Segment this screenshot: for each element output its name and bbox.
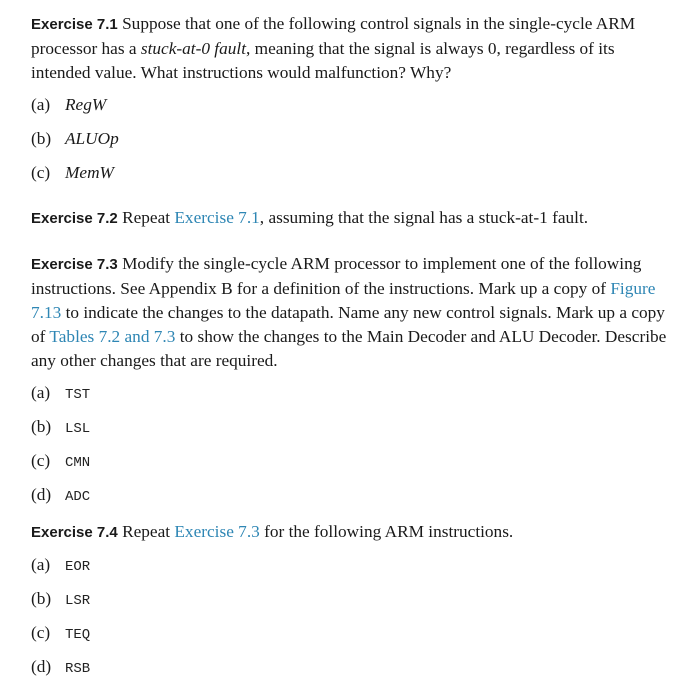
option-value: TEQ <box>65 627 91 643</box>
exercise-7-4-text <box>31 520 671 545</box>
exercise-7-2-text-a: Repeat <box>117 208 175 227</box>
option-item <box>31 478 671 512</box>
exercise-7-2-text-b: , assuming that the signal has a stuck-at-1 fault. <box>259 208 589 227</box>
exercise-7-1-fault-term: stuck-at-0 fault <box>140 39 246 58</box>
exercise-7-3-label: Exercise 7.3 <box>31 256 118 273</box>
exercise-7-1-text <box>31 12 671 85</box>
option-letter: (d) <box>31 485 52 504</box>
exercise-7-2 <box>31 206 671 231</box>
option-item <box>31 122 671 156</box>
option-item <box>31 410 671 444</box>
option-item <box>31 156 671 190</box>
option-letter: (a) <box>31 383 51 402</box>
option-item <box>31 444 671 478</box>
option-item <box>31 376 671 410</box>
option-value: MemW <box>65 163 114 182</box>
option-letter: (b) <box>31 417 52 436</box>
option-value: LSR <box>65 593 91 609</box>
exercise-7-3-text-a: Modify the single-cycle ARM processor to implement one of the following instructions. See Appendix B for a definition of the instructions. Mark up a copy of <box>31 254 642 298</box>
option-item <box>31 88 671 122</box>
exercise-7-3 <box>31 252 671 512</box>
exercise-7-4-label: Exercise 7.4 <box>31 524 118 541</box>
figure-7-13-link[interactable]: Figure 7.13 <box>31 279 656 322</box>
option-value: ADC <box>65 489 91 505</box>
exercise-7-3-text-b: to indicate the changes to the datapath. Name any new control signals. Mark up a copy of <box>31 303 665 346</box>
exercise-7-1-text-c: , meaning that the signal is always 0, regardless of its intended value. What instructions would malfunction? Why? <box>31 39 615 82</box>
option-value: ALUOp <box>65 129 119 148</box>
exercise-7-1-label: Exercise 7.1 <box>31 16 118 33</box>
option-value: EOR <box>65 559 91 575</box>
option-letter: (b) <box>31 129 52 148</box>
exercise-7-3-text <box>31 252 671 373</box>
option-letter: (a) <box>31 555 51 574</box>
option-value: TST <box>65 387 91 403</box>
option-item <box>31 650 671 684</box>
exercise-7-1-text-a: Suppose that one of the following control signals in the single-cycle ARM processor has a <box>31 14 636 58</box>
option-value: LSL <box>65 421 91 437</box>
exercise-7-3-options <box>31 376 671 512</box>
option-value: RegW <box>65 95 107 114</box>
exercise-7-4-text-a: Repeat <box>117 522 175 541</box>
exercise-7-1 <box>31 12 671 190</box>
tables-7-2-7-3-link[interactable]: Tables 7.2 and 7.3 <box>49 327 176 346</box>
option-item <box>31 582 671 616</box>
exercise-7-4 <box>31 520 671 684</box>
option-value: RSB <box>65 661 91 677</box>
option-letter: (b) <box>31 589 52 608</box>
option-letter: (c) <box>31 163 51 182</box>
option-item <box>31 616 671 650</box>
option-item <box>31 548 671 582</box>
exercise-7-1-options <box>31 88 671 190</box>
option-letter: (a) <box>31 95 51 114</box>
exercise-7-2-label: Exercise 7.2 <box>31 210 118 227</box>
option-letter: (c) <box>31 451 51 470</box>
exercise-7-3-text-c: to show the changes to the Main Decoder and ALU Decoder. Describe any other changes that are required. <box>31 327 667 370</box>
exercise-7-1-link[interactable]: Exercise 7.1 <box>174 208 260 227</box>
option-value: CMN <box>65 455 91 471</box>
exercise-7-4-options <box>31 548 671 684</box>
option-letter: (c) <box>31 623 51 642</box>
exercise-7-4-text-b: for the following ARM instructions. <box>259 522 514 541</box>
option-letter: (d) <box>31 657 52 676</box>
exercise-7-3-link[interactable]: Exercise 7.3 <box>174 522 260 541</box>
exercise-7-2-text <box>31 206 671 231</box>
